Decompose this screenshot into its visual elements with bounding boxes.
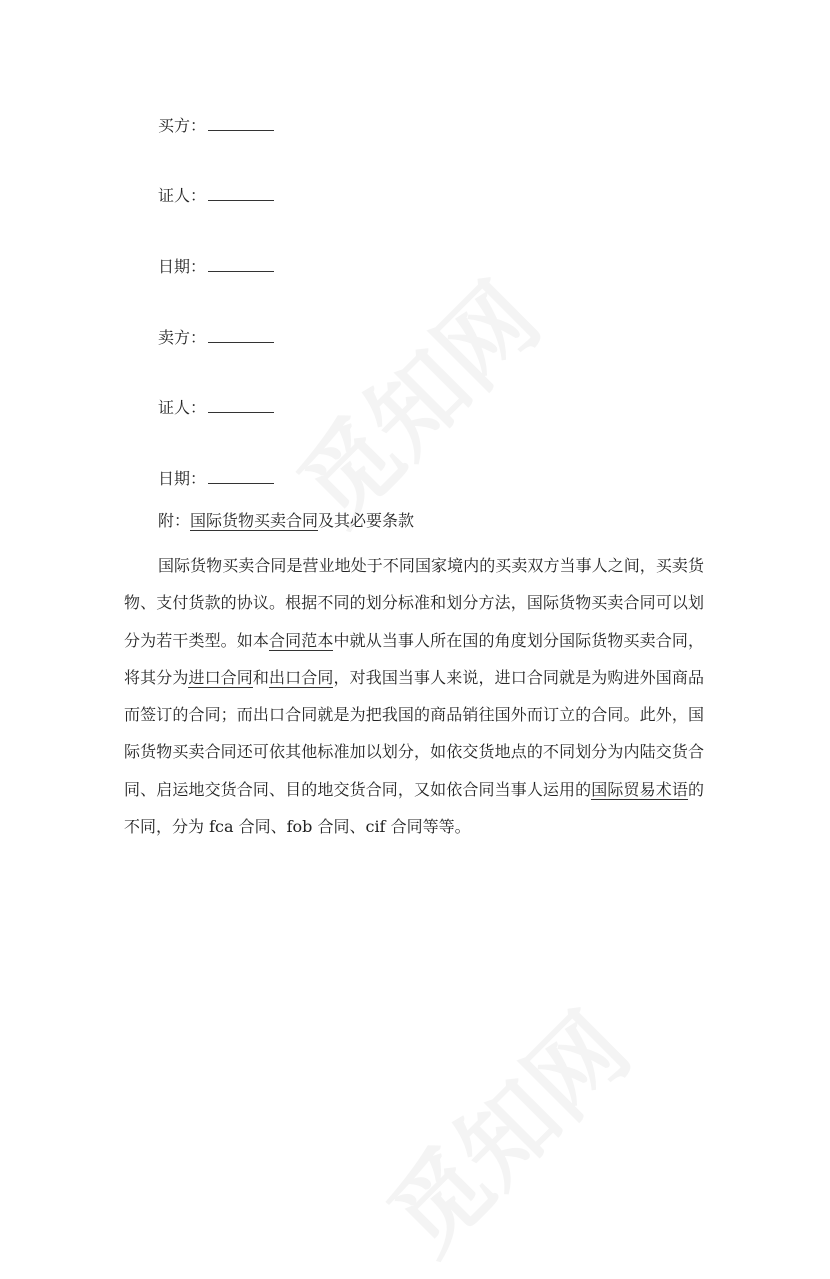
text-span: 的不同，分为 fca 合同、fob 合同、cif 合同等等。 bbox=[124, 779, 704, 837]
signature-label: 买方： bbox=[158, 116, 207, 135]
text-span: 国际货物买卖合同是营业地处于不同国家境内的买卖双方当事人之间，买卖货物、支付货款的协议。根据不同的划分标准和划分方法，国际货物买卖合同可以划分为若干类型。如本 bbox=[124, 556, 704, 650]
signature-buyer-witness bbox=[158, 185, 274, 207]
signature-buyer bbox=[158, 115, 274, 137]
signature-label: 证人： bbox=[158, 398, 207, 417]
appendix-link[interactable]: 国际货物买卖合同 bbox=[190, 511, 319, 530]
text-span: 中就从当事人所在国的角度划分国际货物买卖合同，将其分为 bbox=[124, 630, 704, 687]
signature-label: 日期： bbox=[158, 257, 207, 276]
text-span: ，对我国当事人来说，进口合同就是为购进外国商品而签订的合同；而出口合同就是为把我国的商品销往国外而订立的合同。此外，国际货物买卖合同还可依其他标准加以划分，如依交货地点的不同划分为内陆交货合同、启运地交货合同、目的地交货合同，又如依合同当事人运用的 bbox=[124, 667, 704, 799]
signature-seller-witness bbox=[158, 397, 274, 419]
trade-terms-link[interactable]: 国际贸易术语 bbox=[591, 779, 688, 799]
signature-seller-date bbox=[158, 468, 274, 490]
signature-blank bbox=[208, 186, 274, 201]
paragraph-text bbox=[124, 547, 704, 845]
signature-blank bbox=[208, 469, 274, 484]
signature-blank bbox=[208, 328, 274, 343]
signature-blank bbox=[208, 398, 274, 413]
watermark bbox=[354, 978, 655, 1279]
watermark bbox=[264, 248, 565, 549]
appendix-prefix: 附： bbox=[158, 511, 191, 530]
signature-label: 证人： bbox=[158, 186, 207, 205]
signature-blank bbox=[208, 257, 274, 272]
body-paragraph bbox=[124, 547, 704, 845]
text-span: 和 bbox=[252, 667, 270, 687]
import-contract-link[interactable]: 进口合同 bbox=[188, 667, 253, 687]
appendix-suffix: 及其必要条款 bbox=[318, 511, 415, 530]
signature-label: 卖方： bbox=[158, 328, 207, 347]
signature-buyer-date bbox=[158, 256, 274, 278]
signature-blank bbox=[208, 116, 274, 131]
export-contract-link[interactable]: 出口合同 bbox=[269, 667, 334, 687]
signature-label: 日期： bbox=[158, 469, 207, 488]
contract-template-link[interactable]: 合同范本 bbox=[269, 630, 334, 650]
appendix-heading bbox=[158, 510, 414, 532]
signature-seller bbox=[158, 327, 274, 349]
